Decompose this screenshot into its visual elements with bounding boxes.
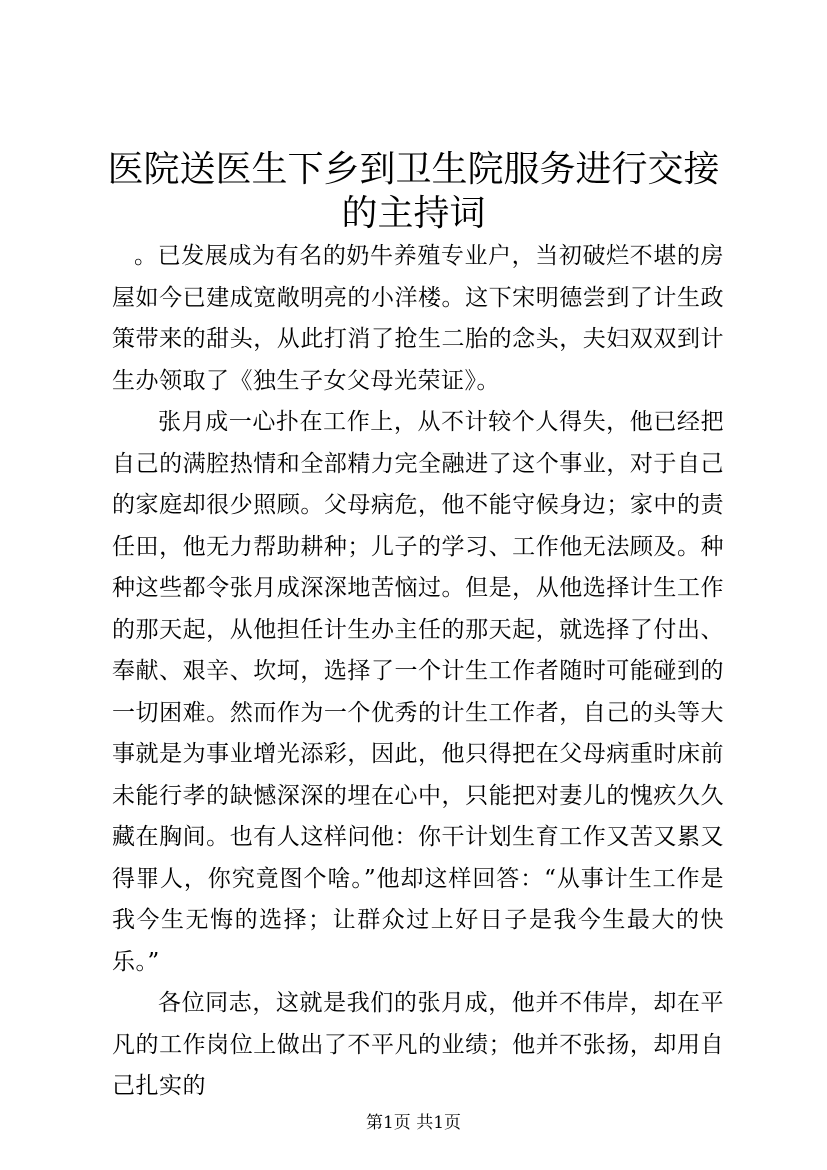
document-body xyxy=(112,236,724,1108)
paragraph-1: 。已发展成为有名的奶牛养殖专业户，当初破烂不堪的房屋如今已建成宽敞明亮的小洋楼。这下宋明德尝到了计生政策带来的甜头，从此打消了抢生二胎的念头，夫妇双双到计生办领取了《独生子女父母光荣证》。 xyxy=(112,243,724,394)
paragraph-2: 张月成一心扑在工作上，从不计较个人得失，他已经把自己的满腔热情和全部精力完全融进了这个事业，对于自己的家庭却很少照顾。父母病危，他不能守候身边；家中的责任田，他无力帮助耕种；儿子的学习、工作他无法顾及。种种这些都令张月成深深地苦恼过。但是，从他选择计生工作的那天起，从他担任计生办主任的那天起，就选择了付出、奉献、艰辛、坎坷，选择了一个计生工作者随时可能碰到的一切困难。然而作为一个优秀的计生工作者，自己的头等大事就是为事业增光添彩，因此，他只得把在父母病重时床前未能行孝的缺憾深深的埋在心中，只能把对妻儿的愧疚久久藏在胸间。也有人这样问他：你干计划生育工作又苦又累又得罪人，你究竟图个啥。”他却这样回答：“从事计生工作是我今生无悔的选择；让群众过上好日子是我今生最大的快乐。” xyxy=(112,409,724,975)
paragraph-3: 各位同志，这就是我们的张月成，他并不伟岸，却在平凡的工作岗位上做出了不平凡的业绩；他并不张扬，却用自己扎实的 xyxy=(112,990,724,1099)
document-title: 医院送医生下乡到卫生院服务进行交接的主持词 xyxy=(107,149,720,234)
page-footer: 第1页 共1页 xyxy=(365,1113,462,1133)
